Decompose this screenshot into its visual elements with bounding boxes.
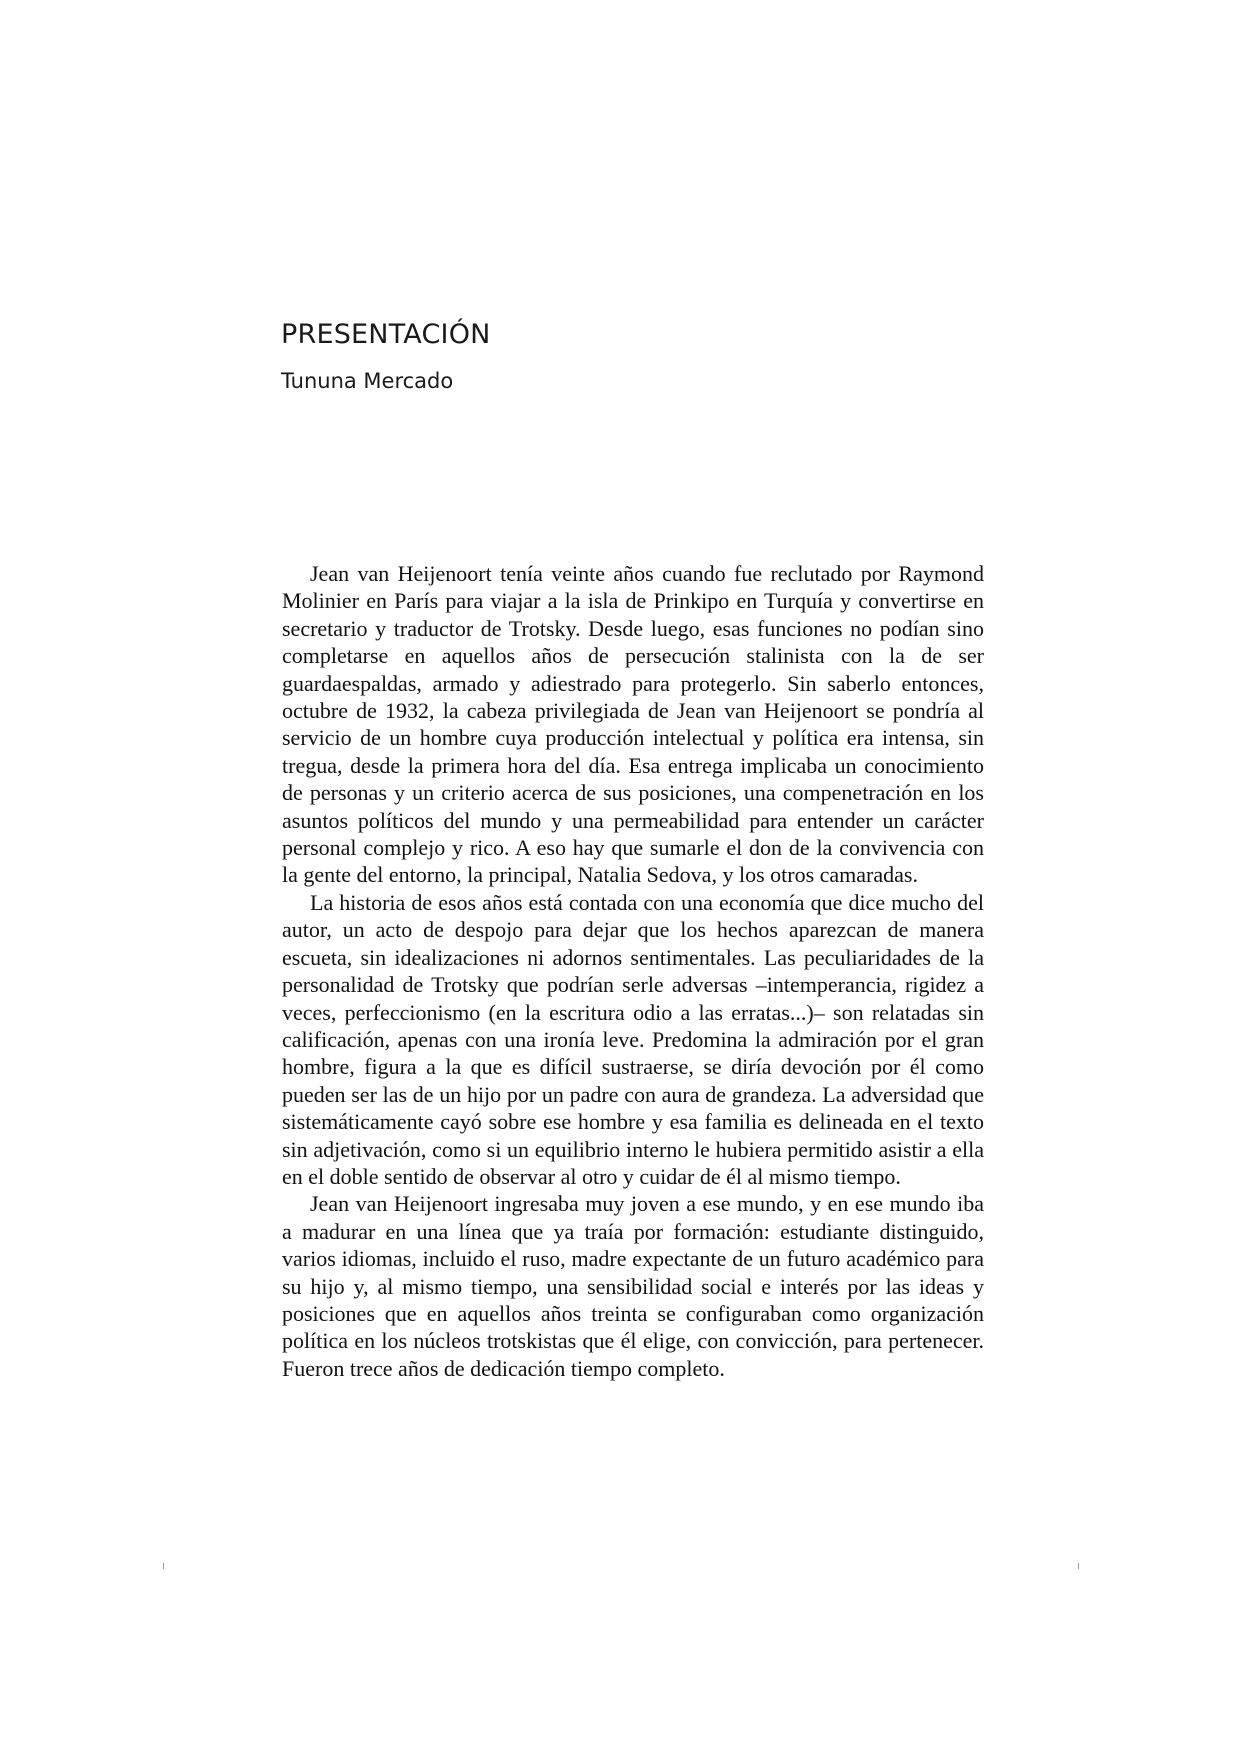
crop-mark-right [1078,1563,1079,1569]
paragraph: Jean van Heijenoort ingresaba muy joven a ese mundo, y en ese mundo iba a madurar en una línea que ya traía por formación: estudiante distinguido, varios idiomas, incluido el ruso, madre expectante de un futuro académico para su hijo y, al mismo tiempo, una sensibilidad social e interés por las ideas y posiciones que en aquellos años treinta se configuraban como organización política en los núcleos trotskistas que él elige, con convicción, para pertenecer. Fueron trece años de dedicación tiempo completo. [282,1191,984,1381]
body-text [282,560,984,1382]
paragraph: La historia de esos años está contada con una economía que dice mucho del autor, un acto de despojo para dejar que los hechos aparezcan de manera escueta, sin idealizaciones ni adornos sentimentales. Las peculiaridades de la personalidad de Trotsky que podrían serle adversas –intemperancia, rigidez a veces, perfeccionismo (en la escritura odio a las erratas...)– son relatadas sin calificación, apenas con una ironía leve. Predomina la admiración por el gran hombre, figura a la que es difícil sustraerse, se diría devoción por él como pueden ser las de un hijo por un padre con aura de grandeza. La adversidad que sistemáticamente cayó sobre ese hombre y esa familia es delineada en el texto sin adjetivación, como si un equilibrio interno le hubiera permitido asistir a ella en el doble sentido de observar al otro y cuidar de él al mismo tiempo. [282,889,984,1189]
chapter-author: Tununa Mercado [281,369,454,393]
chapter-title: PRESENTACIÓN [281,319,491,350]
paragraph: Jean van Heijenoort tenía veinte años cuando fue reclutado por Raymond Molinier en París para viajar a la isla de Prinkipo en Turquía y convertirse en secretario y traductor de Trotsky. Desde luego, esas funciones no podían sino completarse en aquellos años de persecución stalinista con la de ser guardaespaldas, armado y adiestrado para protegerlo. Sin saberlo entonces, octubre de 1932, la cabeza privilegiada de Jean van Heijenoort se pondría al servicio de un hombre cuya producción intelectual y política era intensa, sin tregua, desde la primera hora del día. Esa entrega implicaba un conocimiento de personas y un criterio acerca de sus posiciones, una compenetración en los asuntos políticos del mundo y una permeabilidad para entender un carácter personal complejo y rico. A eso hay que sumarle el don de la convivencia con la gente del entorno, la principal, Natalia Sedova, y los otros camaradas. [282,561,984,888]
crop-mark-left [163,1563,164,1569]
